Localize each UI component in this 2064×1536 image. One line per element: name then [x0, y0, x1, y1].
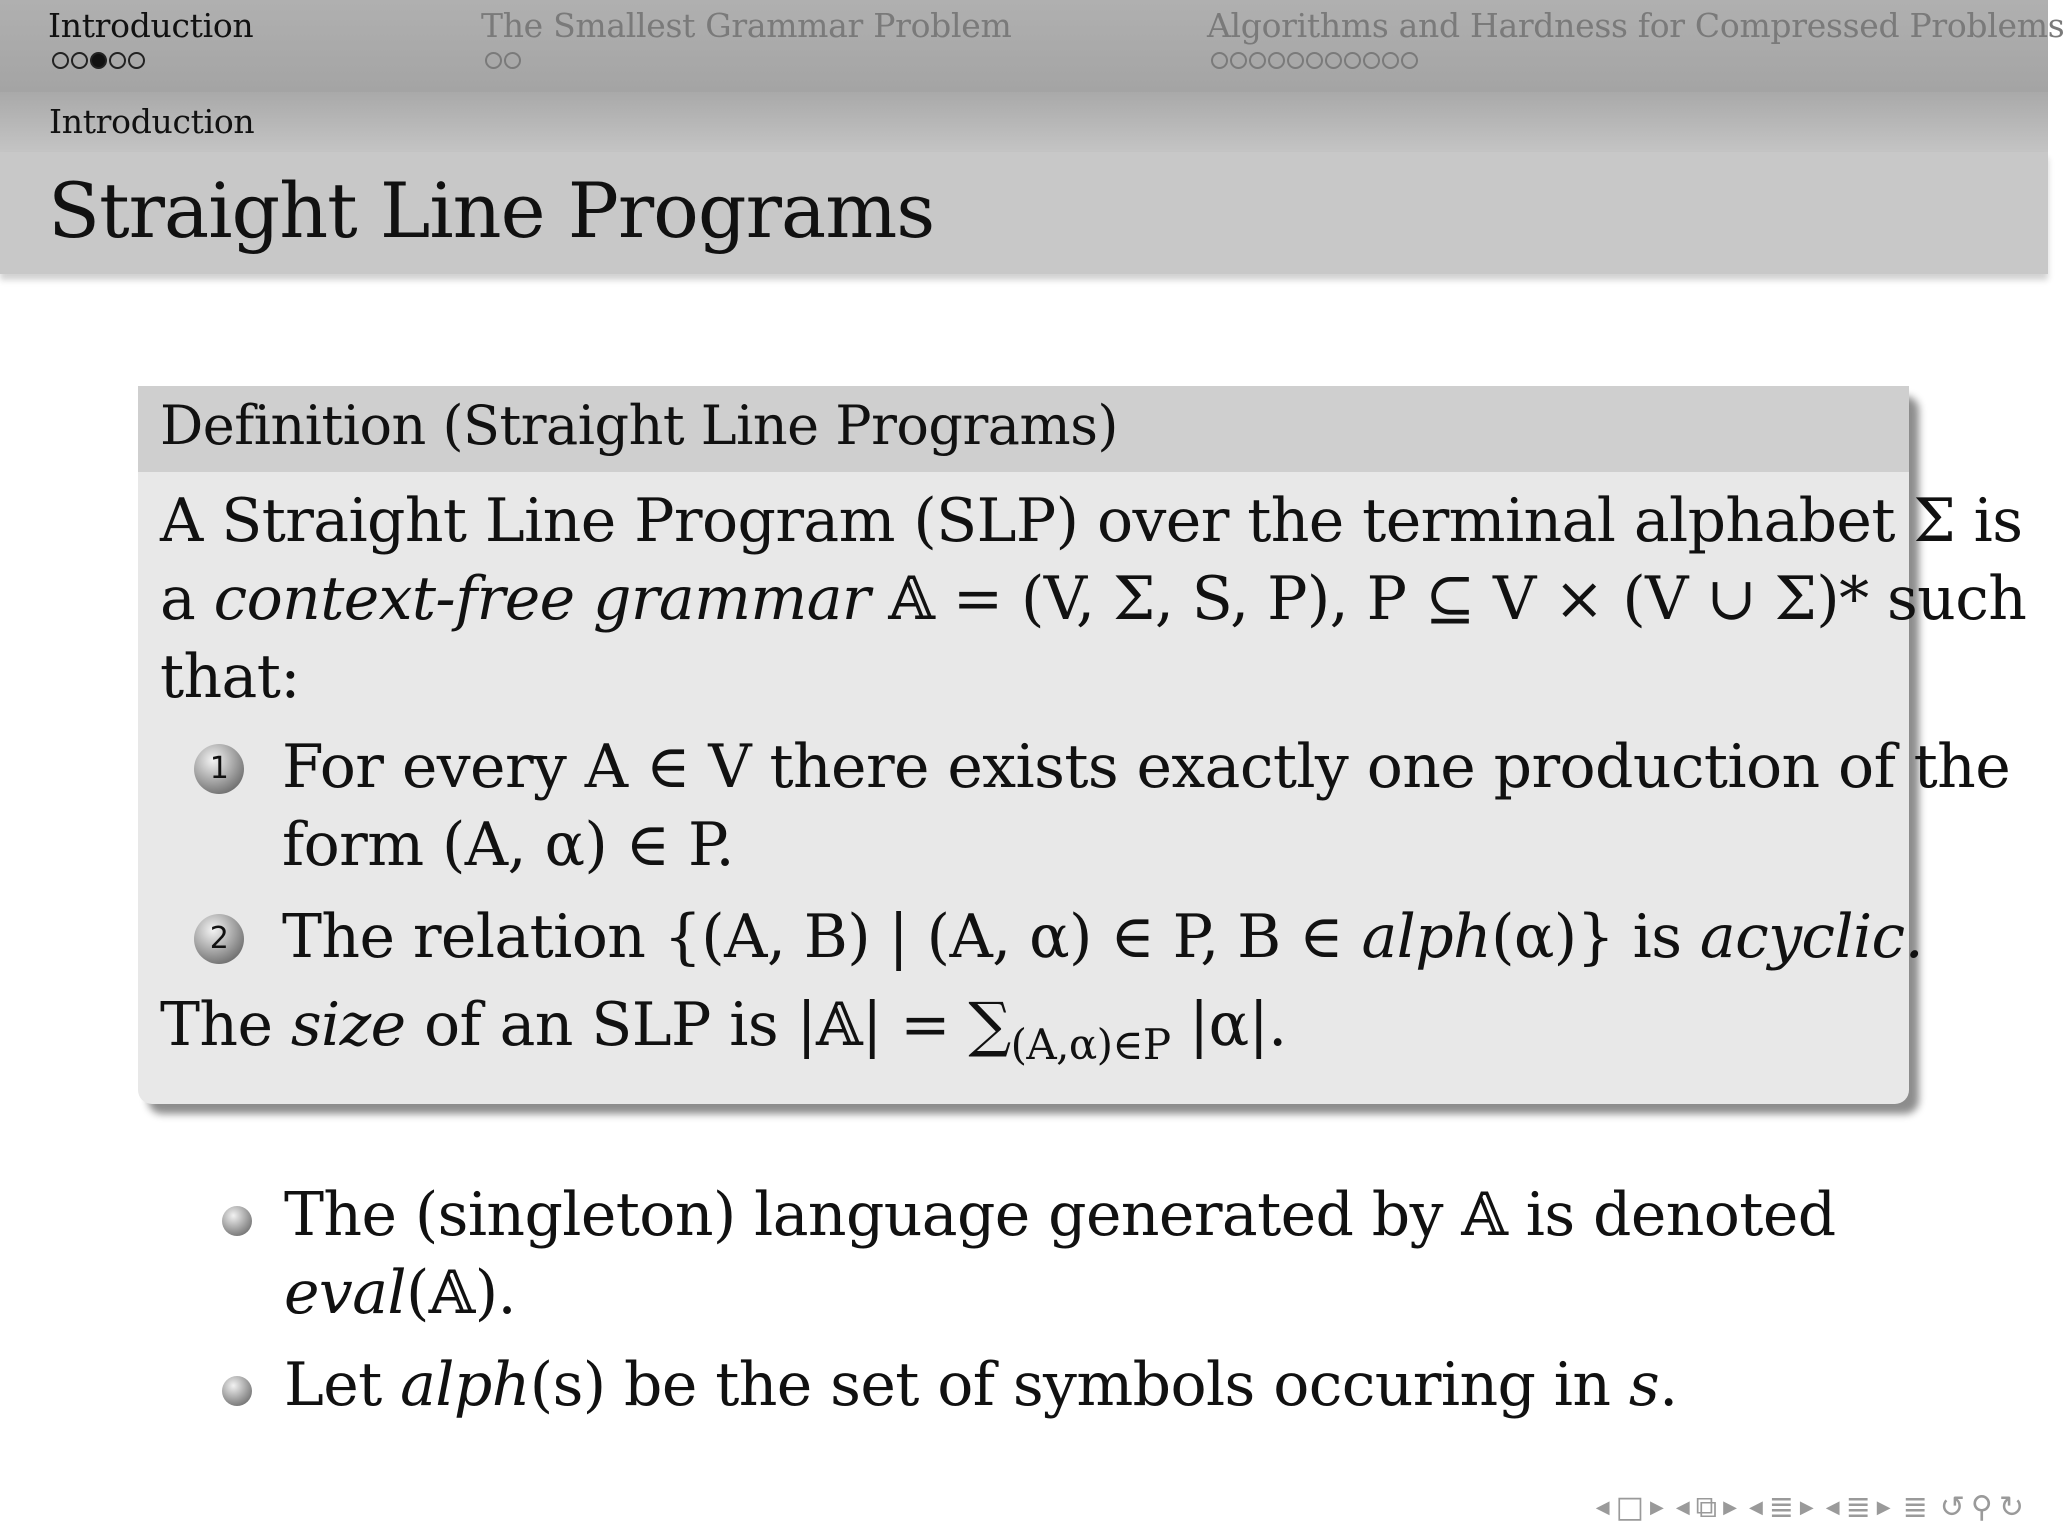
nav-frame-dot-icon[interactable] — [504, 52, 521, 69]
nav-appendix-icon[interactable]: ≣ — [1902, 1489, 1928, 1525]
number-badge-icon: 1 — [194, 744, 244, 794]
emphasis: alph — [400, 1350, 530, 1420]
list-item — [284, 1346, 1964, 1424]
list-item-line: For every A ∈ V there exists exactly one production of the — [282, 732, 2011, 802]
subsection-title: Introduction — [49, 102, 255, 141]
frame-title-bar — [0, 152, 2048, 274]
nav-document-group — [1826, 1490, 1891, 1525]
nav-section-introduction[interactable] — [48, 6, 253, 69]
nav-prev-arrow-icon[interactable]: ◀ — [1595, 1496, 1610, 1518]
nav-back-icon[interactable]: ↺ — [1939, 1489, 1965, 1525]
text: 𝔸 = (V, Σ, S, P), P ⊆ V × (V ∪ Σ)* such — [869, 564, 2027, 634]
number-badge-icon: 2 — [194, 914, 244, 964]
bullet-icon — [222, 1376, 252, 1406]
nav-history-group — [1940, 1490, 2024, 1525]
nav-frame-dot-icon[interactable] — [52, 52, 69, 69]
numbered-list — [160, 728, 2011, 976]
list-item-line — [282, 898, 1924, 976]
size-definition — [160, 986, 1900, 1084]
emphasis: alph — [1361, 902, 1492, 972]
list-item-line: form (A, α) ∈ P. — [282, 810, 735, 880]
text: The — [160, 990, 291, 1060]
emphasis: s — [1628, 1350, 1660, 1420]
nav-frame-dot-icon[interactable] — [1401, 52, 1418, 69]
nav-next-arrow-icon[interactable]: ▶ — [1876, 1496, 1891, 1518]
text: (𝔸). — [405, 1258, 517, 1328]
subscript: (A,α)∈P — [1010, 1020, 1171, 1069]
definition-body — [160, 482, 2027, 1084]
definition-line — [160, 560, 2027, 638]
bullet-icon — [222, 1206, 252, 1236]
nav-prev-arrow-icon[interactable]: ◀ — [1748, 1496, 1763, 1518]
nav-frame-dot-icon[interactable] — [1287, 52, 1304, 69]
nav-subsection-icon[interactable]: ⧉ — [1695, 1489, 1718, 1525]
emphasis: eval — [284, 1258, 406, 1328]
nav-frame-dot-icon[interactable] — [1306, 52, 1323, 69]
definition-line: A Straight Line Program (SLP) over the terminal alphabet Σ is — [160, 486, 2023, 556]
emphasis: size — [290, 990, 406, 1060]
nav-prev-arrow-icon[interactable]: ◀ — [1675, 1496, 1690, 1518]
text: |α|. — [1170, 990, 1287, 1060]
definition-header — [138, 386, 1909, 472]
list-item — [284, 1176, 1964, 1332]
nav-frame-dot-icon[interactable] — [109, 52, 126, 69]
nav-frame-dot-icon[interactable] — [1363, 52, 1380, 69]
nav-subsection-group — [1676, 1490, 1737, 1525]
nav-frame-dot-icon[interactable] — [1249, 52, 1266, 69]
nav-section-dots — [1211, 52, 2064, 69]
nav-next-arrow-icon[interactable]: ▶ — [1723, 1496, 1737, 1518]
beamer-navigation-symbols — [1596, 1490, 2024, 1524]
nav-section-title[interactable]: Introduction — [48, 6, 254, 45]
nav-section-algorithms-hardness[interactable] — [1207, 6, 2064, 69]
nav-frame-dot-icon[interactable] — [1268, 52, 1285, 69]
nav-frame-dot-icon[interactable] — [71, 52, 88, 69]
emphasis: acyclic. — [1699, 902, 1924, 972]
nav-section-group — [1749, 1490, 1814, 1525]
bullet-list — [284, 1176, 1964, 1424]
nav-forward-icon[interactable]: ↻ — [1998, 1489, 2024, 1525]
nav-frame-dot-icon[interactable] — [1344, 52, 1361, 69]
definition-line: that: — [160, 642, 300, 712]
nav-frame-dot-icon[interactable] — [485, 52, 502, 69]
nav-frame-dot-icon[interactable] — [1382, 52, 1399, 69]
definition-title: Definition (Straight Line Programs) — [160, 394, 1118, 457]
nav-appendix-group — [1903, 1490, 1928, 1525]
nav-section-icon[interactable]: ≣ — [1768, 1489, 1794, 1525]
text: of an SLP is |𝔸| = ∑ — [405, 990, 1011, 1060]
nav-section-title[interactable]: The Smallest Grammar Problem — [481, 6, 1012, 45]
nav-section-dots — [485, 52, 1011, 69]
nav-frame-dot-icon[interactable] — [128, 52, 145, 69]
bullet-line — [284, 1346, 1964, 1424]
bullet-line: The (singleton) language generated by 𝔸 is denoted — [284, 1180, 1836, 1250]
nav-section-dots — [52, 52, 253, 69]
nav-document-icon[interactable]: ≣ — [1845, 1489, 1871, 1525]
nav-frame-group — [1596, 1490, 1664, 1525]
page-title: Straight Line Programs — [48, 166, 935, 255]
nav-section-title[interactable]: Algorithms and Hardness for Compressed Problems — [1207, 6, 2064, 45]
nav-next-arrow-icon[interactable]: ▶ — [1799, 1496, 1814, 1518]
nav-current-frame-dot-icon[interactable] — [90, 52, 107, 69]
text: (α)} is — [1491, 902, 1700, 972]
emphasis: context-free grammar — [213, 564, 870, 634]
nav-frame-dot-icon[interactable] — [1325, 52, 1342, 69]
definition-block — [138, 386, 2027, 1104]
nav-search-icon[interactable]: ⚲ — [1970, 1489, 1993, 1525]
nav-frame-dot-icon[interactable] — [1230, 52, 1247, 69]
nav-prev-arrow-icon[interactable]: ◀ — [1825, 1496, 1840, 1518]
text: Let — [284, 1350, 401, 1420]
subsection-bar — [0, 92, 2048, 152]
nav-section-smallest-grammar[interactable] — [481, 6, 1011, 69]
text: The relation {(A, B) | (A, α) ∈ P, B ∈ — [282, 902, 1362, 972]
text: a — [160, 564, 214, 634]
text: . — [1659, 1350, 1678, 1420]
nav-next-arrow-icon[interactable]: ▶ — [1649, 1496, 1664, 1518]
bullet-line — [284, 1254, 1964, 1332]
nav-frame-dot-icon[interactable] — [1211, 52, 1228, 69]
header-navigation — [0, 0, 2064, 92]
nav-frame-icon[interactable]: □ — [1615, 1489, 1644, 1525]
list-item — [160, 898, 1924, 976]
list-item — [160, 728, 2011, 884]
text: (s) be the set of symbols occuring in — [529, 1350, 1629, 1420]
